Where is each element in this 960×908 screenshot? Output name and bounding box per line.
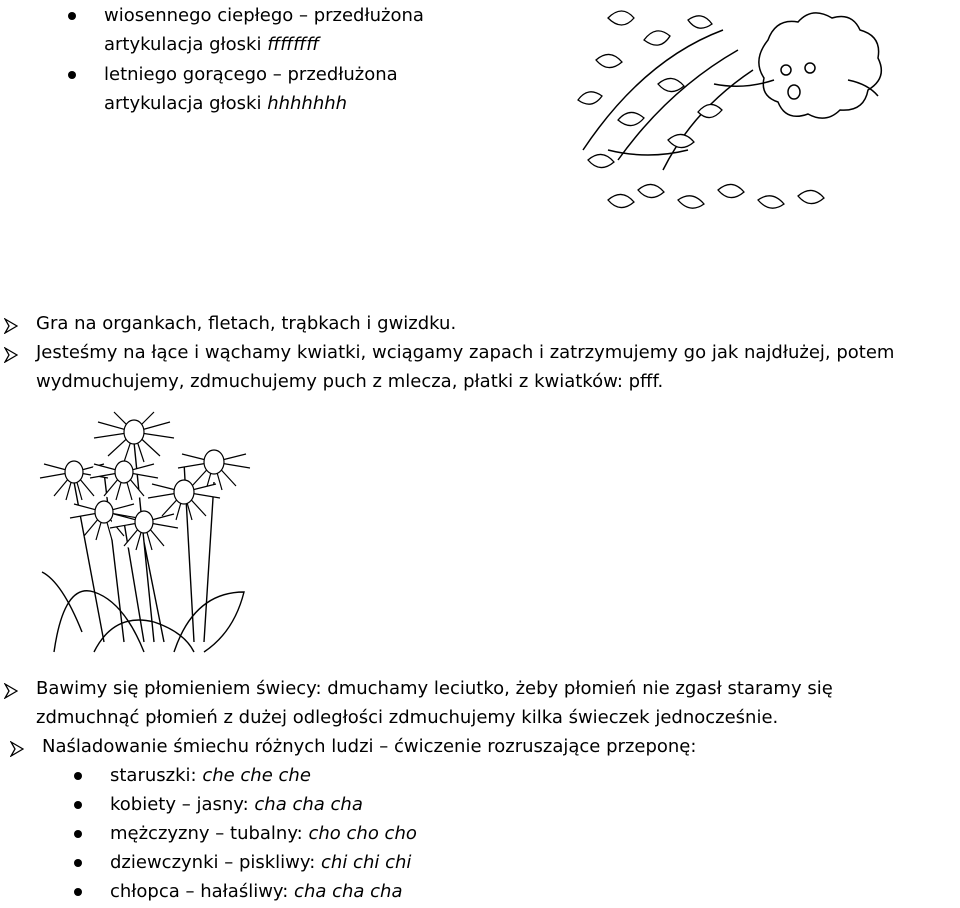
list-item-summer-prefix: artykulacja głoski <box>104 93 268 114</box>
item-instruments: Gra na organkach, fletach, trąbkach i gwizdku. <box>36 313 457 334</box>
coneflowers-icon <box>34 392 274 656</box>
list-item-sound: cho cho cho <box>308 823 417 844</box>
list-item-sound: cha cha cha <box>294 881 403 902</box>
list-item-old-ladies <box>110 764 311 788</box>
item-laughter: Naśladowanie śmiechu różnych ludzi – ćwiczenie rozruszające przeponę: <box>42 736 697 757</box>
list-item-girls <box>110 851 411 875</box>
wind-cloud-blowing-leaves-icon <box>548 0 898 240</box>
list-item-summer-line1: letniego gorącego – przedłużona <box>104 64 398 85</box>
list-item-sound: chi chi chi <box>321 852 412 873</box>
list-item-women <box>110 793 363 817</box>
list-item-boy <box>110 880 403 904</box>
list-item-sound: cha cha cha <box>254 794 363 815</box>
item-meadow-line2: wydmuchujemy, zdmuchujemy puch z mlecza, płatki z kwiatków: pfff. <box>36 371 664 392</box>
list-item-men <box>110 822 417 846</box>
list-item-label: staruszki: <box>110 765 203 786</box>
list-item-sound: che che che <box>202 765 311 786</box>
list-item-label: chłopca – hałaśliwy: <box>110 881 295 902</box>
bullet-icon <box>74 888 82 896</box>
bullet-icon <box>68 12 76 20</box>
bullet-icon <box>74 859 82 867</box>
list-item-spring-prefix: artykulacja głoski <box>104 34 268 55</box>
arrow-bullet-icon <box>10 741 24 757</box>
item-candle-line2: zdmuchnąć płomień z dużej odległości zdmuchujemy kilka świeczek jednocześnie. <box>36 707 779 728</box>
list-item-summer-line2 <box>104 92 347 116</box>
list-item-summer-sound: hhhhhhh <box>267 93 348 114</box>
item-candle-line1: Bawimy się płomieniem świecy: dmuchamy leciutko, żeby płomień nie zgasł staramy się <box>36 678 833 699</box>
bullet-icon <box>74 801 82 809</box>
arrow-bullet-icon <box>4 347 18 363</box>
list-item-label: mężczyzny – tubalny: <box>110 823 309 844</box>
bullet-icon <box>74 830 82 838</box>
arrow-bullet-icon <box>4 683 18 699</box>
list-item-spring-line1: wiosennego ciepłego – przedłużona <box>104 5 424 26</box>
list-item-spring-sound: ffffffff <box>267 34 320 55</box>
bullet-icon <box>68 71 76 79</box>
list-item-spring-line2 <box>104 33 319 57</box>
arrow-bullet-icon <box>4 318 18 334</box>
list-item-label: dziewczynki – piskliwy: <box>110 852 322 873</box>
item-meadow-line1: Jesteśmy na łące i wąchamy kwiatki, wciągamy zapach i zatrzymujemy go jak najdłużej, potem <box>36 342 895 363</box>
bullet-icon <box>74 772 82 780</box>
list-item-label: kobiety – jasny: <box>110 794 255 815</box>
